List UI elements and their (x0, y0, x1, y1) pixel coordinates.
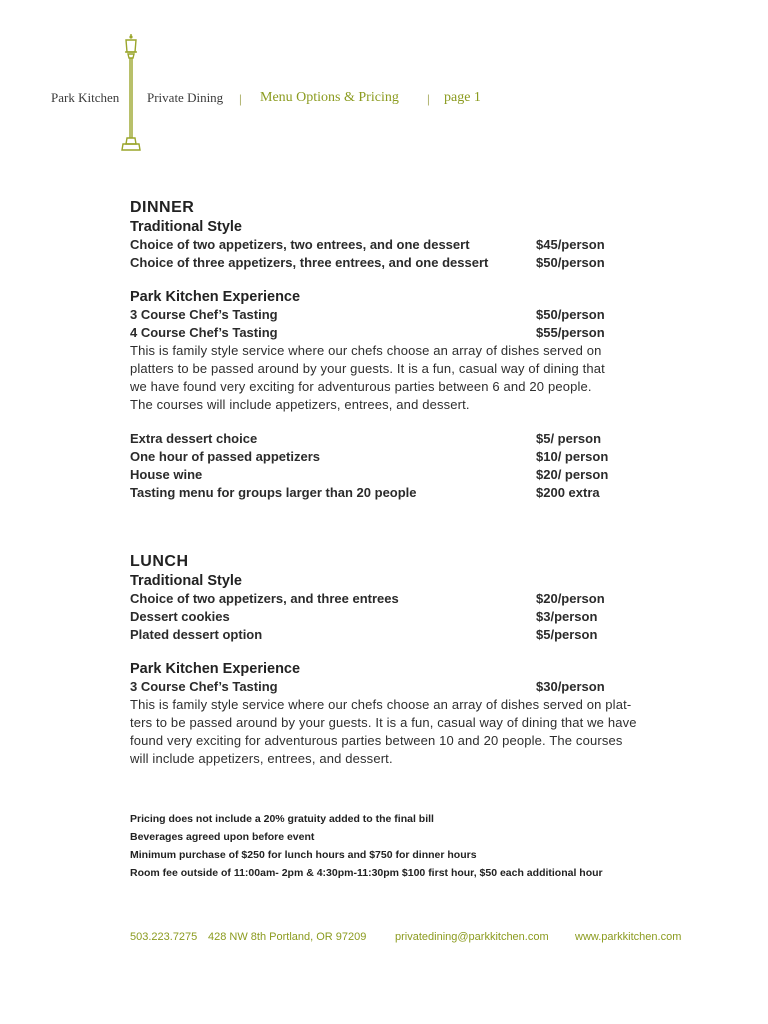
price-row (130, 306, 690, 324)
menu-price: $30/person (536, 679, 605, 694)
menu-price: $10/ person (536, 449, 609, 464)
description-line: will include appetizers, entrees, and dessert. (130, 751, 393, 766)
header-separator: | (239, 91, 242, 106)
price-row (130, 484, 690, 502)
note-line: Minimum purchase of $250 for lunch hours and $750 for dinner hours (130, 849, 477, 861)
description-line: we have found very exciting for adventurous parties between 6 and 20 people. (130, 379, 592, 394)
menu-item: Choice of two appetizers, two entrees, and one dessert (130, 237, 470, 252)
price-row (130, 254, 690, 272)
description-line: found very exciting for adventurous parties between 10 and 20 people. The courses (130, 733, 623, 748)
menu-price: $45/person (536, 237, 605, 252)
footer-phone: 503.223.7275 (130, 931, 198, 943)
price-row (130, 608, 690, 626)
lunch-heading: LUNCH (130, 553, 189, 570)
header-separator: | (427, 91, 430, 106)
pricing-notes (130, 810, 690, 882)
footer-email-link[interactable]: privatedining@parkkitchen.com (395, 931, 549, 943)
description-line: This is family style service where our chefs choose an array of dishes served on (130, 343, 602, 358)
dinner-heading: DINNER (130, 199, 195, 216)
menu-item: Dessert cookies (130, 609, 230, 624)
price-row (130, 236, 690, 254)
menu-price: $50/person (536, 255, 605, 270)
menu-content (130, 198, 690, 768)
lunch-experience-heading: Park Kitchen Experience (130, 661, 301, 677)
note-line: Pricing does not include a 20% gratuity added to the final bill (130, 813, 434, 825)
brand-subtitle: Private Dining (147, 90, 224, 105)
description-line: This is family style service where our chefs choose an array of dishes served on plat- (130, 697, 632, 712)
menu-item: Choice of three appetizers, three entrees, and one dessert (130, 255, 489, 270)
lunch-traditional-heading: Traditional Style (130, 573, 242, 589)
price-row (130, 678, 690, 696)
menu-price: $5/ person (536, 431, 602, 446)
menu-item: 4 Course Chef’s Tasting (130, 325, 278, 340)
menu-item: Plated dessert option (130, 627, 263, 642)
menu-item: 3 Course Chef’s Tasting (130, 679, 278, 694)
page-footer (0, 931, 768, 947)
header-title: Menu Options & Pricing (260, 90, 399, 105)
brand-name: Park Kitchen (51, 90, 120, 105)
menu-item: Tasting menu for groups larger than 20 people (130, 485, 417, 500)
menu-item: Extra dessert choice (130, 431, 258, 446)
description-line: The courses will include appetizers, entrees, and dessert. (130, 397, 470, 412)
menu-item: House wine (130, 467, 203, 482)
footer-website-link[interactable]: www.parkkitchen.com (575, 931, 682, 943)
price-row (130, 466, 690, 484)
menu-item: 3 Course Chef’s Tasting (130, 307, 278, 322)
dinner-experience-heading: Park Kitchen Experience (130, 289, 301, 305)
menu-price: $5/person (536, 627, 598, 642)
menu-item: Choice of two appetizers, and three entrees (130, 591, 399, 606)
menu-price: $55/person (536, 325, 605, 340)
price-row (130, 430, 690, 448)
menu-price: $200 extra (536, 485, 600, 500)
dinner-traditional-heading: Traditional Style (130, 219, 242, 235)
note-line: Beverages agreed upon before event (130, 831, 315, 843)
page-number: page 1 (444, 90, 481, 105)
lunch-experience-description (130, 696, 682, 768)
price-row (130, 324, 690, 342)
price-row (130, 590, 690, 608)
menu-price: $50/person (536, 307, 605, 322)
price-row (130, 448, 690, 466)
dinner-experience-description (130, 342, 682, 414)
menu-item: One hour of passed appetizers (130, 449, 320, 464)
page-header (0, 0, 768, 160)
menu-price: $20/ person (536, 467, 609, 482)
description-line: ters to be passed around by your guests. It is a fun, casual way of dining that we have (130, 715, 637, 730)
lamp-post-icon (118, 32, 144, 154)
menu-price: $3/person (536, 609, 598, 624)
price-row (130, 626, 690, 644)
description-line: platters to be passed around by your guests. It is a fun, casual way of dining that (130, 361, 605, 376)
note-line: Room fee outside of 11:00am- 2pm & 4:30pm-11:30pm $100 first hour, $50 each additional hour (130, 867, 603, 879)
footer-address: 428 NW 8th Portland, OR 97209 (208, 931, 367, 943)
menu-price: $20/person (536, 591, 605, 606)
